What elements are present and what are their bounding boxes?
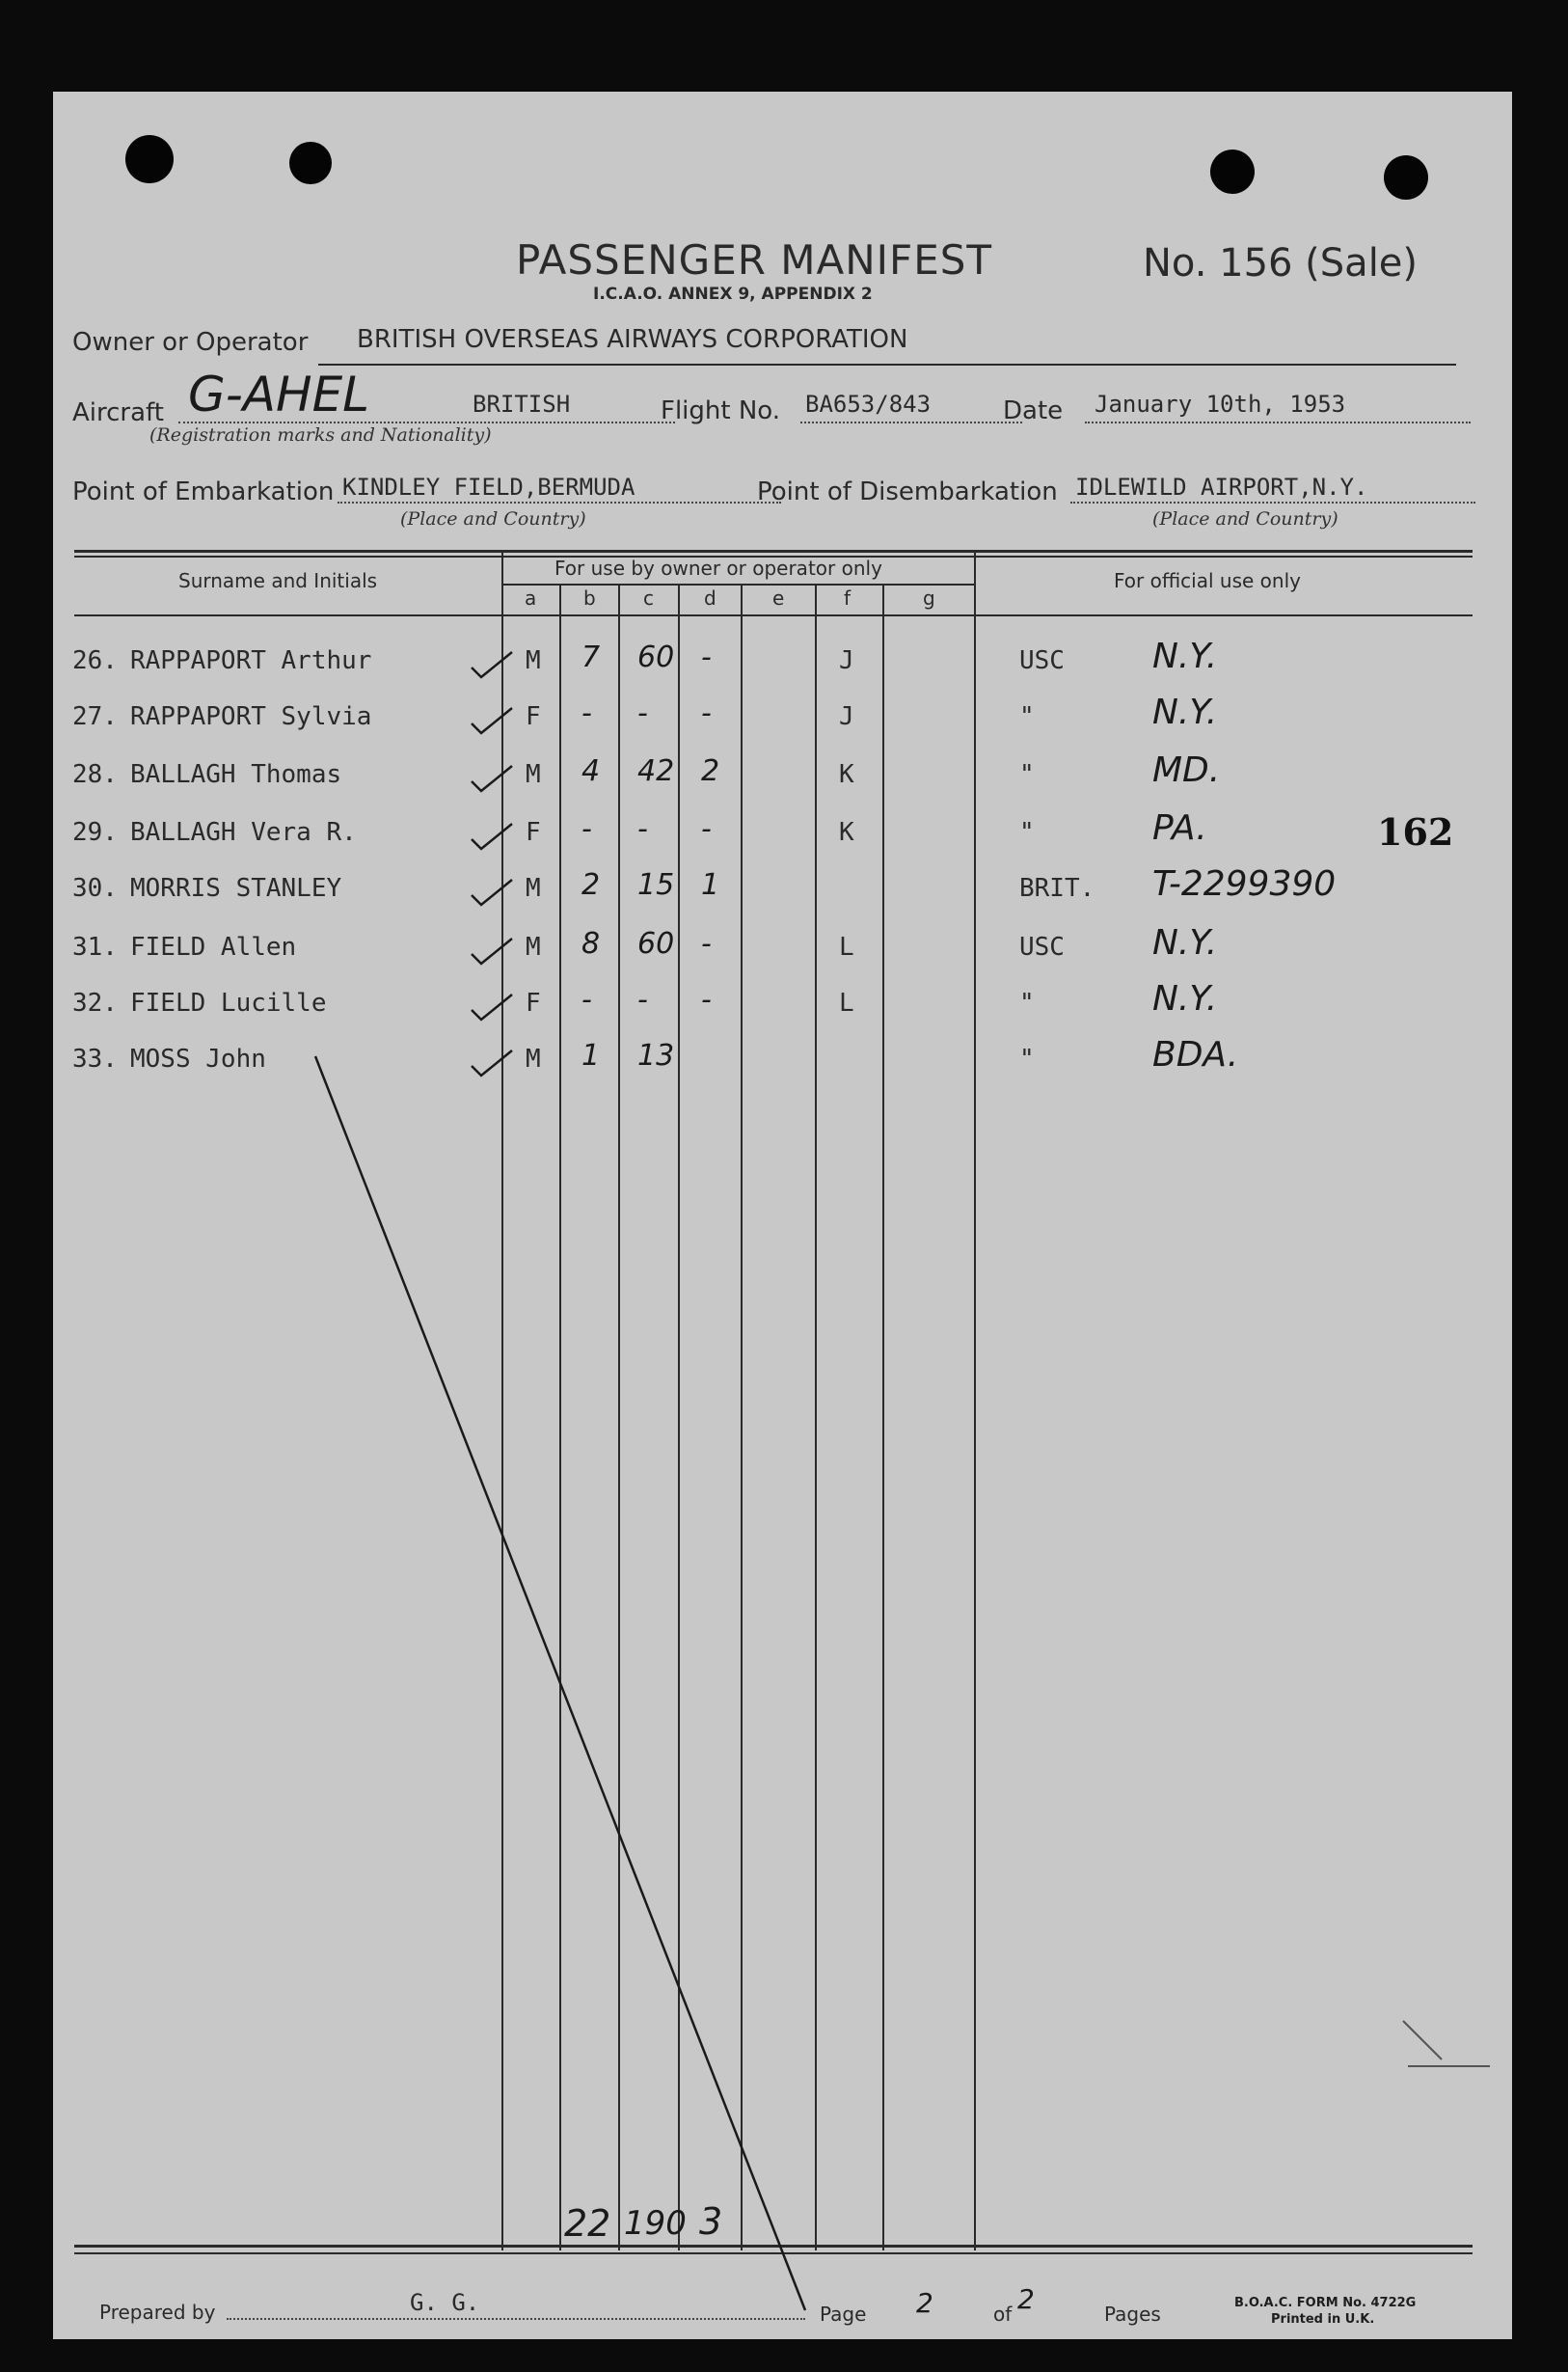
row-hand: T-2299390 bbox=[1152, 864, 1337, 904]
cancel-diagonal-line bbox=[53, 92, 1512, 2339]
row-f: L bbox=[839, 933, 854, 962]
flight-label: Flight No. bbox=[661, 396, 781, 425]
row-d: 2 bbox=[701, 754, 720, 788]
row-c: 60 bbox=[637, 927, 675, 961]
row-off: " bbox=[1019, 818, 1035, 847]
disembarkation-value: IDLEWILD AIRPORT,N.Y. bbox=[1075, 474, 1368, 501]
row-a: M bbox=[526, 1045, 541, 1074]
row-a: M bbox=[526, 646, 541, 675]
row-no: 29. bbox=[72, 818, 118, 847]
row-c: 42 bbox=[637, 754, 675, 788]
page-label: Page bbox=[820, 2303, 867, 2326]
row-a: M bbox=[526, 760, 541, 789]
row-name: RAPPAPORT Sylvia bbox=[130, 702, 372, 731]
row-a: F bbox=[526, 818, 541, 847]
row-hand: N.Y. bbox=[1152, 693, 1218, 732]
row-f: K bbox=[839, 760, 854, 789]
aircraft-nationality: BRITISH bbox=[473, 391, 571, 418]
row-no: 33. bbox=[72, 1045, 118, 1074]
row-off: " bbox=[1019, 760, 1035, 789]
row-name: BALLAGH Thomas bbox=[130, 760, 342, 789]
row-name: FIELD Lucille bbox=[130, 989, 327, 1018]
row-d: - bbox=[701, 812, 712, 846]
page-value: 2 bbox=[916, 2287, 933, 2319]
flight-number: BA653/843 bbox=[805, 391, 932, 418]
col-header-c: c bbox=[643, 586, 654, 610]
row-f: K bbox=[839, 818, 854, 847]
row-name: FIELD Allen bbox=[130, 933, 297, 962]
row-d: - bbox=[701, 927, 712, 961]
row-name: RAPPAPORT Arthur bbox=[130, 646, 372, 675]
row-off: USC bbox=[1019, 933, 1065, 962]
stamp-number: 162 bbox=[1377, 810, 1454, 854]
embarkation-note: (Place and Country) bbox=[400, 508, 586, 530]
row-d: - bbox=[701, 641, 712, 674]
row-c: - bbox=[637, 812, 648, 846]
row-c: - bbox=[637, 696, 648, 730]
row-c: 15 bbox=[637, 868, 675, 902]
aircraft-note: (Registration marks and Nationality) bbox=[149, 424, 492, 446]
row-b: - bbox=[581, 983, 592, 1017]
row-d: - bbox=[701, 696, 712, 730]
row-b: - bbox=[581, 696, 592, 730]
row-name: MORRIS STANLEY bbox=[130, 874, 342, 903]
disembarkation-note: (Place and Country) bbox=[1152, 508, 1338, 530]
row-off: USC bbox=[1019, 646, 1065, 675]
form-number: B.O.A.C. FORM No. 4722G bbox=[1234, 2296, 1417, 2310]
aircraft-registration: G-AHEL bbox=[188, 367, 370, 423]
aircraft-label: Aircraft bbox=[72, 398, 164, 427]
row-hand: N.Y. bbox=[1152, 637, 1218, 676]
operator-label: Owner or Operator bbox=[72, 328, 309, 357]
date-label: Date bbox=[1003, 396, 1064, 425]
row-f: J bbox=[839, 646, 854, 675]
prepared-by-value: G. G. bbox=[410, 2289, 480, 2316]
row-off: " bbox=[1019, 989, 1035, 1018]
row-a: F bbox=[526, 702, 541, 731]
row-f: L bbox=[839, 989, 854, 1018]
row-name: MOSS John bbox=[130, 1045, 266, 1074]
row-no: 28. bbox=[72, 760, 118, 789]
row-hand: PA. bbox=[1152, 808, 1207, 848]
row-no: 30. bbox=[72, 874, 118, 903]
page-title: PASSENGER MANIFEST bbox=[516, 236, 993, 284]
row-off: BRIT. bbox=[1019, 874, 1095, 903]
col-header-d: d bbox=[704, 586, 716, 610]
pages-label: Pages bbox=[1104, 2303, 1161, 2326]
row-a: M bbox=[526, 933, 541, 962]
row-c: 13 bbox=[637, 1039, 675, 1073]
embarkation-value: KINDLEY FIELD,BERMUDA bbox=[342, 474, 635, 501]
page-subtitle: I.C.A.O. ANNEX 9, APPENDIX 2 bbox=[593, 285, 873, 304]
manifest-sheet bbox=[53, 92, 1512, 2339]
row-b: - bbox=[581, 812, 592, 846]
col-header-b: b bbox=[583, 586, 596, 610]
col-header-g: g bbox=[923, 586, 935, 610]
row-d: 1 bbox=[701, 868, 720, 902]
operator-column-header: For use by owner or operator only bbox=[554, 557, 882, 580]
row-no: 26. bbox=[72, 646, 118, 675]
row-off: " bbox=[1019, 1045, 1035, 1074]
row-no: 27. bbox=[72, 702, 118, 731]
date-value: January 10th, 1953 bbox=[1095, 391, 1346, 418]
row-name: BALLAGH Vera R. bbox=[130, 818, 357, 847]
row-no: 31. bbox=[72, 933, 118, 962]
row-b: 4 bbox=[581, 754, 601, 788]
row-hand: BDA. bbox=[1152, 1035, 1239, 1075]
of-label: of bbox=[993, 2303, 1013, 2326]
row-c: - bbox=[637, 983, 648, 1017]
official-column-header: For official use only bbox=[1114, 569, 1301, 592]
operator-value: BRITISH OVERSEAS AIRWAYS CORPORATION bbox=[357, 325, 908, 354]
row-b: 2 bbox=[581, 868, 601, 902]
row-d: - bbox=[701, 983, 712, 1017]
row-off: " bbox=[1019, 702, 1035, 731]
total-b: 22 bbox=[564, 2202, 611, 2245]
row-f: J bbox=[839, 702, 854, 731]
row-b: 8 bbox=[581, 927, 601, 961]
form-printed: Printed in U.K. bbox=[1271, 2312, 1375, 2327]
col-header-f: f bbox=[844, 586, 852, 610]
row-hand: MD. bbox=[1152, 750, 1221, 790]
row-a: F bbox=[526, 989, 541, 1018]
col-header-a: a bbox=[525, 586, 537, 610]
total-d: 3 bbox=[699, 2200, 723, 2243]
embarkation-label: Point of Embarkation bbox=[72, 477, 335, 506]
row-hand: N.Y. bbox=[1152, 979, 1218, 1019]
total-c: 190 bbox=[624, 2204, 687, 2243]
manifest-number: No. 156 (Sale) bbox=[1143, 241, 1419, 286]
row-hand: N.Y. bbox=[1152, 923, 1218, 963]
of-value: 2 bbox=[1017, 2283, 1035, 2315]
name-column-header: Surname and Initials bbox=[178, 569, 378, 592]
prepared-by-label: Prepared by bbox=[99, 2301, 216, 2324]
row-b: 7 bbox=[581, 641, 601, 674]
col-header-e: e bbox=[772, 586, 785, 610]
disembarkation-label: Point of Disembarkation bbox=[757, 477, 1058, 506]
row-a: M bbox=[526, 874, 541, 903]
row-no: 32. bbox=[72, 989, 118, 1018]
prepared-by-dotted-rule bbox=[227, 2318, 805, 2320]
row-c: 60 bbox=[637, 641, 675, 674]
row-b: 1 bbox=[581, 1039, 601, 1073]
